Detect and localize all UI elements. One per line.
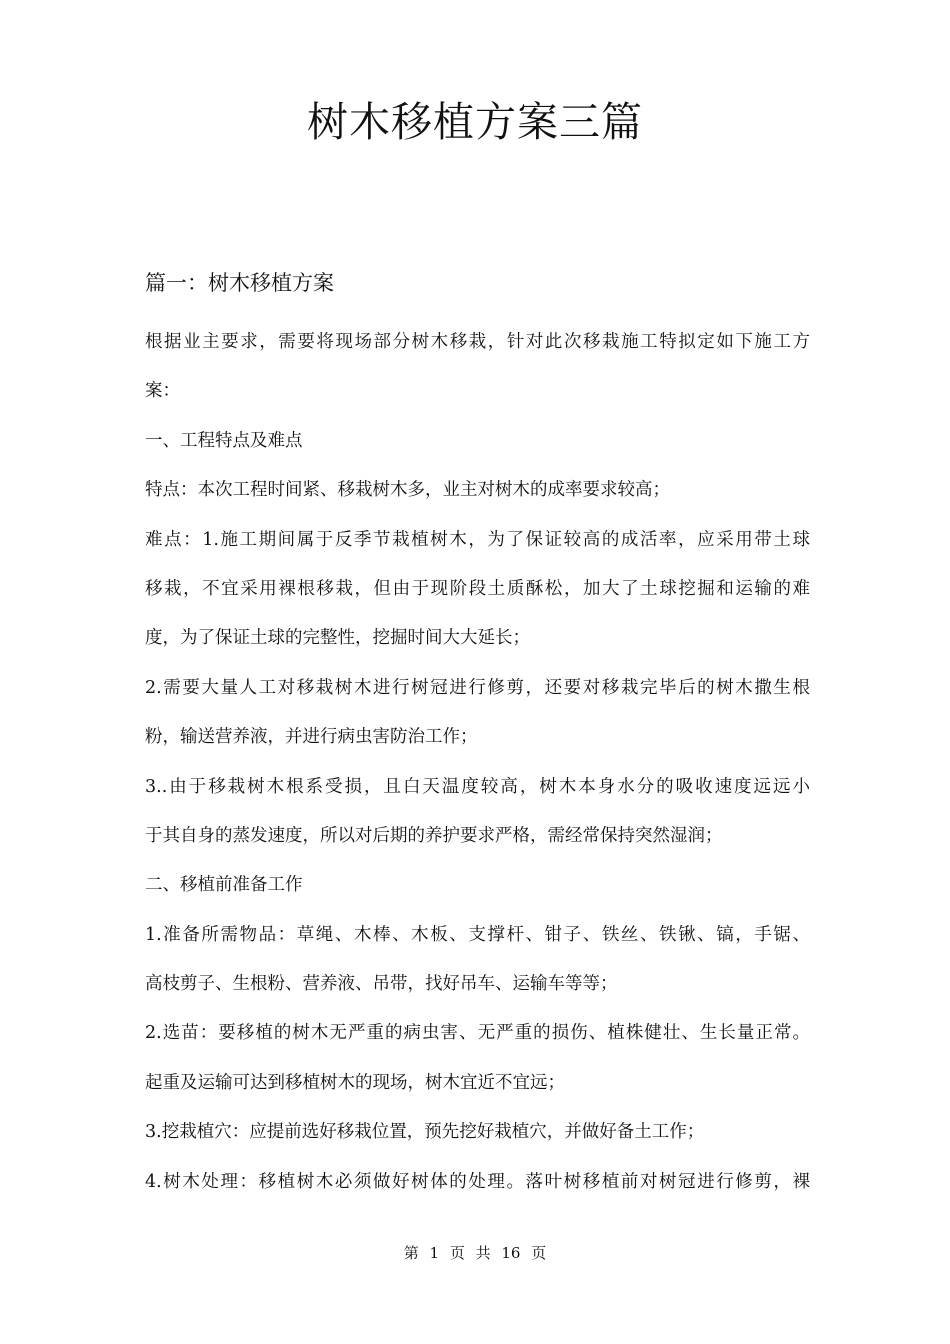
paragraph-line: 3..由于移栽树木根系受损，且白天温度较高，树木本身水分的吸收速度远远小 xyxy=(145,776,810,797)
paragraph-line: 移栽，不宜采用裸根移栽，但由于现阶段土质酥松，加大了土球挖掘和运输的难 xyxy=(145,578,810,599)
paragraph-line: 一、工程特点及难点 xyxy=(145,430,303,451)
paragraph-line: 2.需要大量人工对移栽树木进行树冠进行修剪，还要对移栽完毕后的树木撒生根 xyxy=(145,677,810,698)
document-body xyxy=(145,318,810,1207)
paragraph-line: 起重及运输可达到移植树木的现场，树木宜近不宜远； xyxy=(145,1072,565,1093)
paragraph-line: 案： xyxy=(145,381,180,402)
paragraph-line: 4.树木处理：移植树木必须做好树体的处理。落叶树移植前对树冠进行修剪，裸 xyxy=(145,1171,810,1192)
document-title: 树木移植方案三篇 xyxy=(307,98,643,146)
paragraph-line: 难点：1.施工期间属于反季节栽植树木，为了保证较高的成活率，应采用带土球 xyxy=(145,529,810,550)
paragraph-line: 粉，输送营养液，并进行病虫害防治工作； xyxy=(145,727,478,748)
paragraph-line: 3.挖栽植穴：应提前选好移栽位置，预先挖好栽植穴，并做好备土工作； xyxy=(145,1122,705,1143)
paragraph-line: 根据业主要求，需要将现场部分树木移栽，针对此次移栽施工特拟定如下施工方 xyxy=(145,332,810,352)
paragraph-line: 二、移植前准备工作 xyxy=(145,875,303,896)
section-heading: 篇一：树木移植方案 xyxy=(145,271,334,295)
paragraph-line: 高枝剪子、生根粉、营养液、吊带，找好吊车、运输车等等； xyxy=(145,974,618,995)
paragraph-line: 度，为了保证土球的完整性，挖掘时间大大延长； xyxy=(145,628,530,649)
paragraph-line: 2.选苗：要移植的树木无严重的病虫害、无严重的损伤、植株健壮、生长量正常。 xyxy=(145,1023,810,1044)
paragraph-line: 于其自身的蒸发速度，所以对后期的养护要求严格，需经常保持突然湿润； xyxy=(145,825,723,846)
paragraph-line: 1.准备所需物品：草绳、木棒、木板、支撑杆、钳子、铁丝、铁锹、镐，手锯、 xyxy=(145,924,810,945)
paragraph-line: 特点：本次工程时间紧、移栽树木多，业主对树木的成率要求较高； xyxy=(145,480,670,501)
page-footer: 第 1 页 共 16 页 xyxy=(403,1244,547,1262)
